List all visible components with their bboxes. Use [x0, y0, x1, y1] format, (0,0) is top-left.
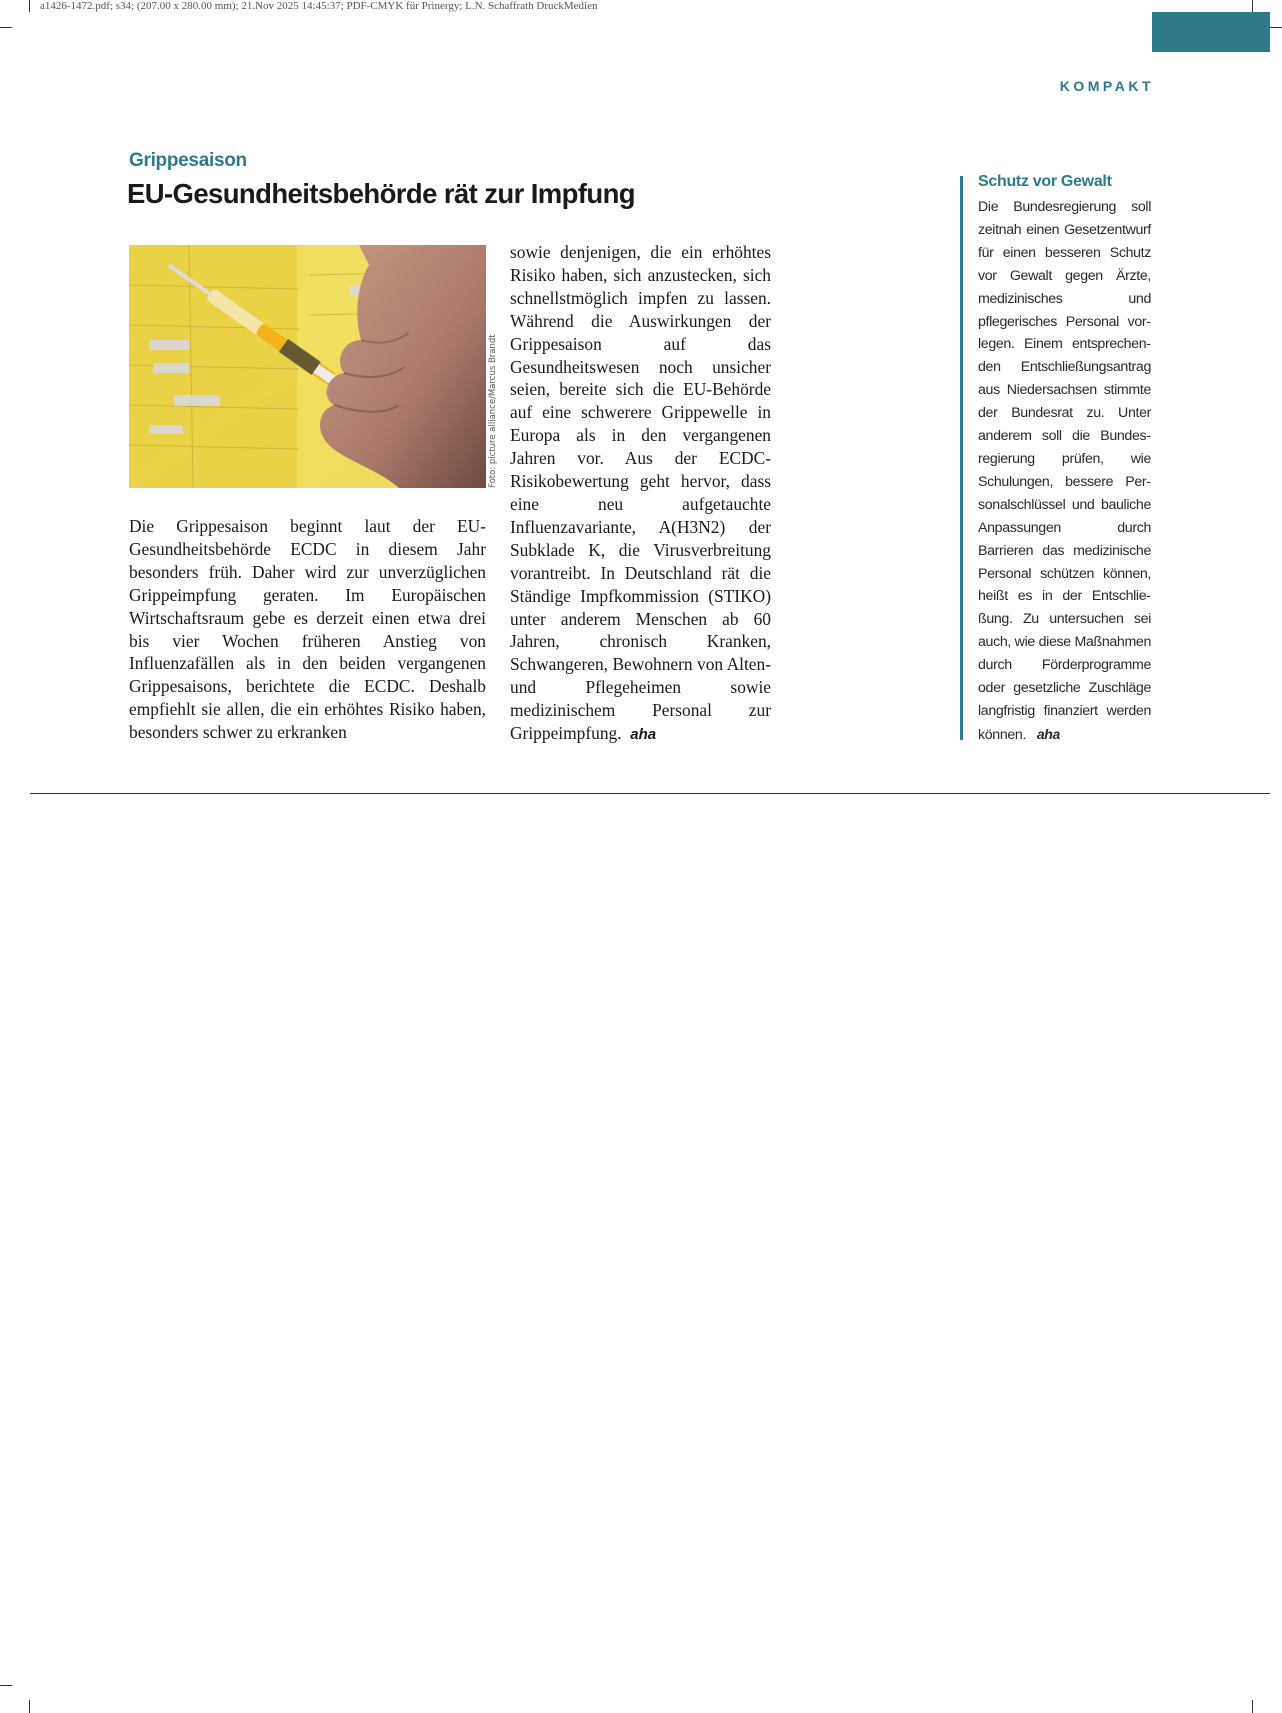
photo-credit: Foto: picture alliance/Marcus Brandt [488, 334, 498, 488]
crop-mark [29, 0, 30, 12]
crop-mark [1270, 27, 1282, 28]
article-photo [129, 245, 486, 488]
article-column-2-text: sowie denjenigen, die ein erhöhtes Risiko haben, sich anzustecken, sich schnellstmöglich impfen zu lassen. Während die Auswirkungen der Grippesaison auf das Gesundheitswesen noch unsicher seien, bereite sich die EU-Behörde auf eine schwerere Grippewelle in Europa als in den vergangenen Jahren vor. Aus der ECDC-Risikobewertung geht hervor, dass eine neu aufgetauchte Influenzavariante, A(H3N2) der Subklade K, die Virusverbreitung vorantreibt. In Deutschland rät die Ständige Impfkommission (STIKO) unter anderem Menschen ab 60 Jahren, chronisch Kranken, Schwangeren, Bewohnern von Alten- und Pflegeheimen sowie medizinischem Personal zur Grippeimpfung. [510, 242, 771, 744]
crop-mark [0, 1685, 12, 1686]
sidebar-author: aha [1036, 725, 1060, 742]
article-kicker: Grippesaison [129, 150, 247, 171]
print-info-line: a1426-1472.pdf; s34; (207.00 x 280.00 mm); 21.Nov 2025 14:45:37; PDF-CMYK für Prinergy; L.N. Schaffrath DruckMedien [40, 0, 598, 12]
article-column-2 [510, 241, 771, 747]
vaccination-syringe-photo [129, 245, 486, 488]
article-headline: EU-Gesundheitsbehörde rät zur Impfung [127, 178, 635, 209]
section-label: KOMPAKT [1059, 78, 1154, 94]
sidebar-title: Schutz vor Gewalt [978, 173, 1112, 190]
crop-mark [0, 27, 12, 28]
sidebar-text [978, 196, 1151, 747]
section-tab [1152, 12, 1270, 52]
sidebar-body: Die Bundesregierung soll zeitnah einen Gesetzentwurf für einen besseren Schutz vor Gewalt gegen Ärzte, medizinisches und pflegerisches Personal vorlegen. Einem entsprechenden Entschließungsantrag aus Niedersachsen stimmte der Bundesrat zu. Unter anderem soll die Bundesregierung prüfen, wie Schulungen, bessere Personalschlüssel und bauliche Anpassungen durch Barrieren das medizinische Personal schützen können, heißt es in der Entschließung. Zu untersuchen sei auch, wie diese Maßnahmen durch Förderprogramme oder gesetzliche Zuschläge langfristig finanziert werden können. [978, 199, 1151, 743]
article-column-1: Die Grippesaison beginnt laut der EU-Gesundheitsbehörde ECDC in diesem Jahr besonders früh. Daher wird zur unverzüglichen Grippeimpfung geraten. Im Europäischen Wirtschaftsraum gebe es derzeit einen etwa drei bis vier Wochen früheren Anstieg von Influenzafällen als in den beiden vergangenen Grippesaisons, berichtete die ECDC. Deshalb empfiehlt sie allen, die ein erhöhtes Risiko haben, besonders schwer zu erkranken [129, 516, 486, 743]
crop-mark [29, 1700, 30, 1713]
article-author: aha [630, 726, 657, 744]
page-divider [30, 793, 1270, 794]
sidebar-accent-bar [960, 176, 963, 740]
crop-mark [1252, 0, 1253, 12]
crop-mark [1252, 1700, 1253, 1713]
